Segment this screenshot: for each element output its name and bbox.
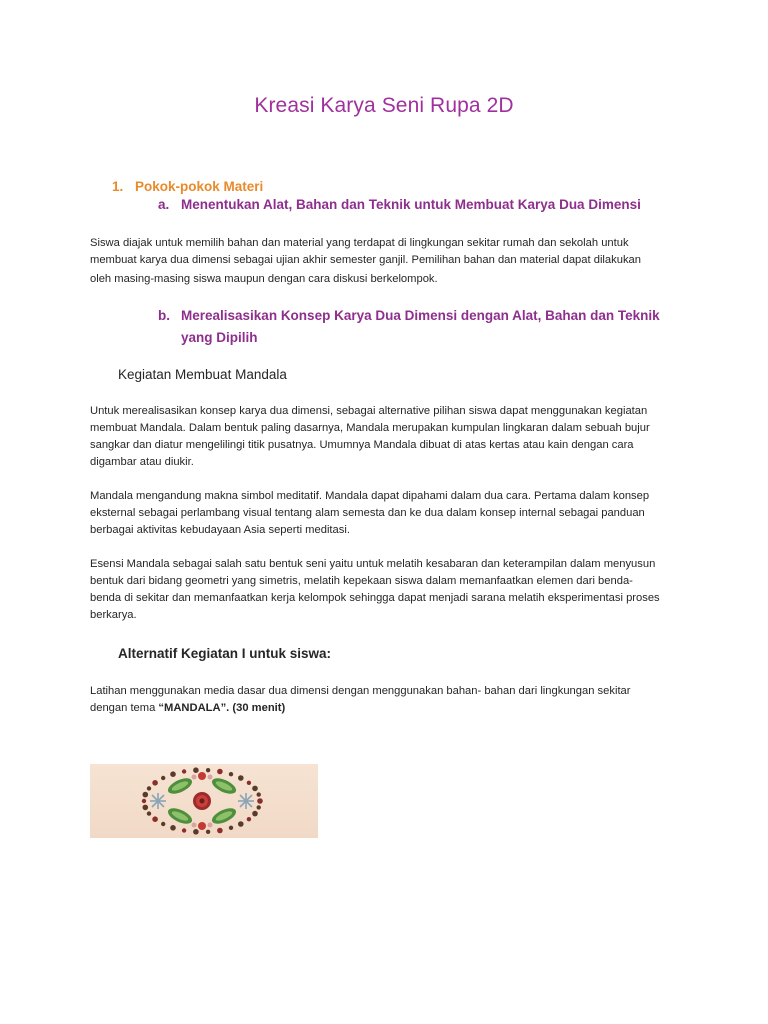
mandala-dot — [193, 767, 199, 773]
mandala-photo — [90, 764, 318, 838]
mandala-dot — [152, 780, 158, 786]
mandala-dot — [252, 811, 258, 817]
subsection-heading-b — [158, 305, 686, 349]
mandala-dot — [182, 769, 186, 773]
text-line: sangkar dan diatur mengelilingi titik pusatnya. Umumnya Mandala dibuat di atas kertas atau kain dengan cara — [90, 439, 634, 451]
heading-alternatif-kegiatan: Alternatif Kegiatan I untuk siswa: — [118, 646, 332, 661]
mandala-dot — [238, 775, 244, 781]
mandala-dot — [238, 821, 244, 827]
mandala-dot — [257, 805, 261, 809]
section-label: Pokok-pokok Materi — [135, 179, 264, 194]
mandala-dot — [161, 776, 165, 780]
section-number: 1. — [112, 179, 124, 194]
mandala-illustration — [90, 764, 318, 838]
text-fragment: dengan tema — [90, 702, 159, 714]
subsection-letter: a. — [158, 197, 170, 212]
paragraph-mandala-definisi — [90, 403, 680, 471]
text-line: Esensi Mandala sebagai salah satu bentuk seni yaitu untuk melatih kesabaran dan keterampilan dalam menyusun — [90, 558, 656, 570]
mandala-dot — [170, 825, 176, 831]
mandala-dot — [217, 828, 223, 834]
mandala-dot — [143, 805, 149, 811]
text-line: Mandala mengandung makna simbol meditatif. Mandala dapat dipahami dalam dua cara. Pertama dalam konsep — [90, 490, 650, 502]
mandala-dot — [217, 769, 223, 775]
mandala-dot — [257, 798, 263, 804]
mandala-dot — [247, 781, 251, 785]
mandala-dot — [170, 771, 176, 777]
text-line: oleh masing-masing siswa maupun dengan cara diskusi berkelompok. — [90, 273, 438, 285]
mandala-dot — [206, 768, 210, 772]
text-line: digambar atau diukir. — [90, 456, 194, 468]
mandala-dot — [147, 811, 151, 815]
paragraph-mandala-makna — [90, 488, 680, 539]
mandala-dot — [182, 828, 186, 832]
subsection-heading-a — [158, 194, 686, 216]
mandala-dot — [252, 786, 258, 792]
subsection-label: Menentukan Alat, Bahan dan Teknik untuk Membuat Karya Dua Dimensi — [181, 197, 641, 212]
text-line: bentuk dari bidang geometri yang simetris, melatih kepekaan siswa dalam memanfaatkan elemen dari benda- — [90, 575, 633, 587]
text-line: Untuk merealisasikan konsep karya dua dimensi, sebagai alternative pilihan siswa dapat menggunakan kegiatan — [90, 405, 648, 417]
paragraph-alternatif — [90, 683, 680, 717]
document-title: Kreasi Karya Seni Rupa 2D — [254, 94, 514, 117]
text-line: membuat karya dua dimensi sebagai ujian akhir semester ganjil. Pemilihan bahan dan material dapat dilakukan — [90, 254, 641, 266]
text-line: berbagai aktivitas kebudayaan Asia seperti meditasi. — [90, 524, 350, 536]
mandala-dot — [147, 786, 151, 790]
paragraph-pemilihan-bahan — [90, 235, 680, 288]
mandala-dot — [229, 772, 233, 776]
subsection-letter: b. — [158, 308, 170, 323]
text-line: membuat Mandala. Dalam bentuk paling dasarnya, Mandala merupakan kumpulan lingkaran dalam sebuah bujur — [90, 422, 650, 434]
mandala-dot — [229, 826, 233, 830]
mandala-dot — [193, 829, 199, 835]
mandala-dot — [257, 792, 261, 796]
subsection-label: Merealisasikan Konsep Karya Dua Dimensi dengan Alat, Bahan dan Teknik yang Dipilih — [181, 308, 660, 345]
text-line: eksternal sebagai perlambang visual tentang alam semesta dan ke dua dalam konsep internal sebagai panduan — [90, 507, 645, 519]
paragraph-mandala-esensi — [90, 556, 680, 624]
text-line: berkarya. — [90, 609, 137, 621]
text-line: Siswa diajak untuk memilih bahan dan material yang terdapat di lingkungan sekitar rumah dan sekolah untuk — [90, 237, 629, 249]
mandala-dot — [152, 816, 158, 822]
mandala-dot — [143, 792, 149, 798]
mandala-dot — [247, 817, 251, 821]
heading-kegiatan-mandala: Kegiatan Membuat Mandala — [118, 367, 287, 382]
mandala-dot — [142, 799, 146, 803]
section-heading-pokok-materi — [112, 179, 263, 194]
text-line: Latihan menggunakan media dasar dua dimensi dengan menggunakan bahan- bahan dari lingkungan sekitar — [90, 685, 631, 697]
text-line — [90, 700, 680, 717]
mandala-dot — [161, 822, 165, 826]
mandala-dot — [206, 830, 210, 834]
theme-highlight: “MANDALA”. (30 menit) — [158, 702, 286, 714]
text-line: benda di sekitar dan memanfaatkan kerja kelompok sehingga dapat menjadi sarana melatih eksperimentasi proses — [90, 592, 660, 604]
